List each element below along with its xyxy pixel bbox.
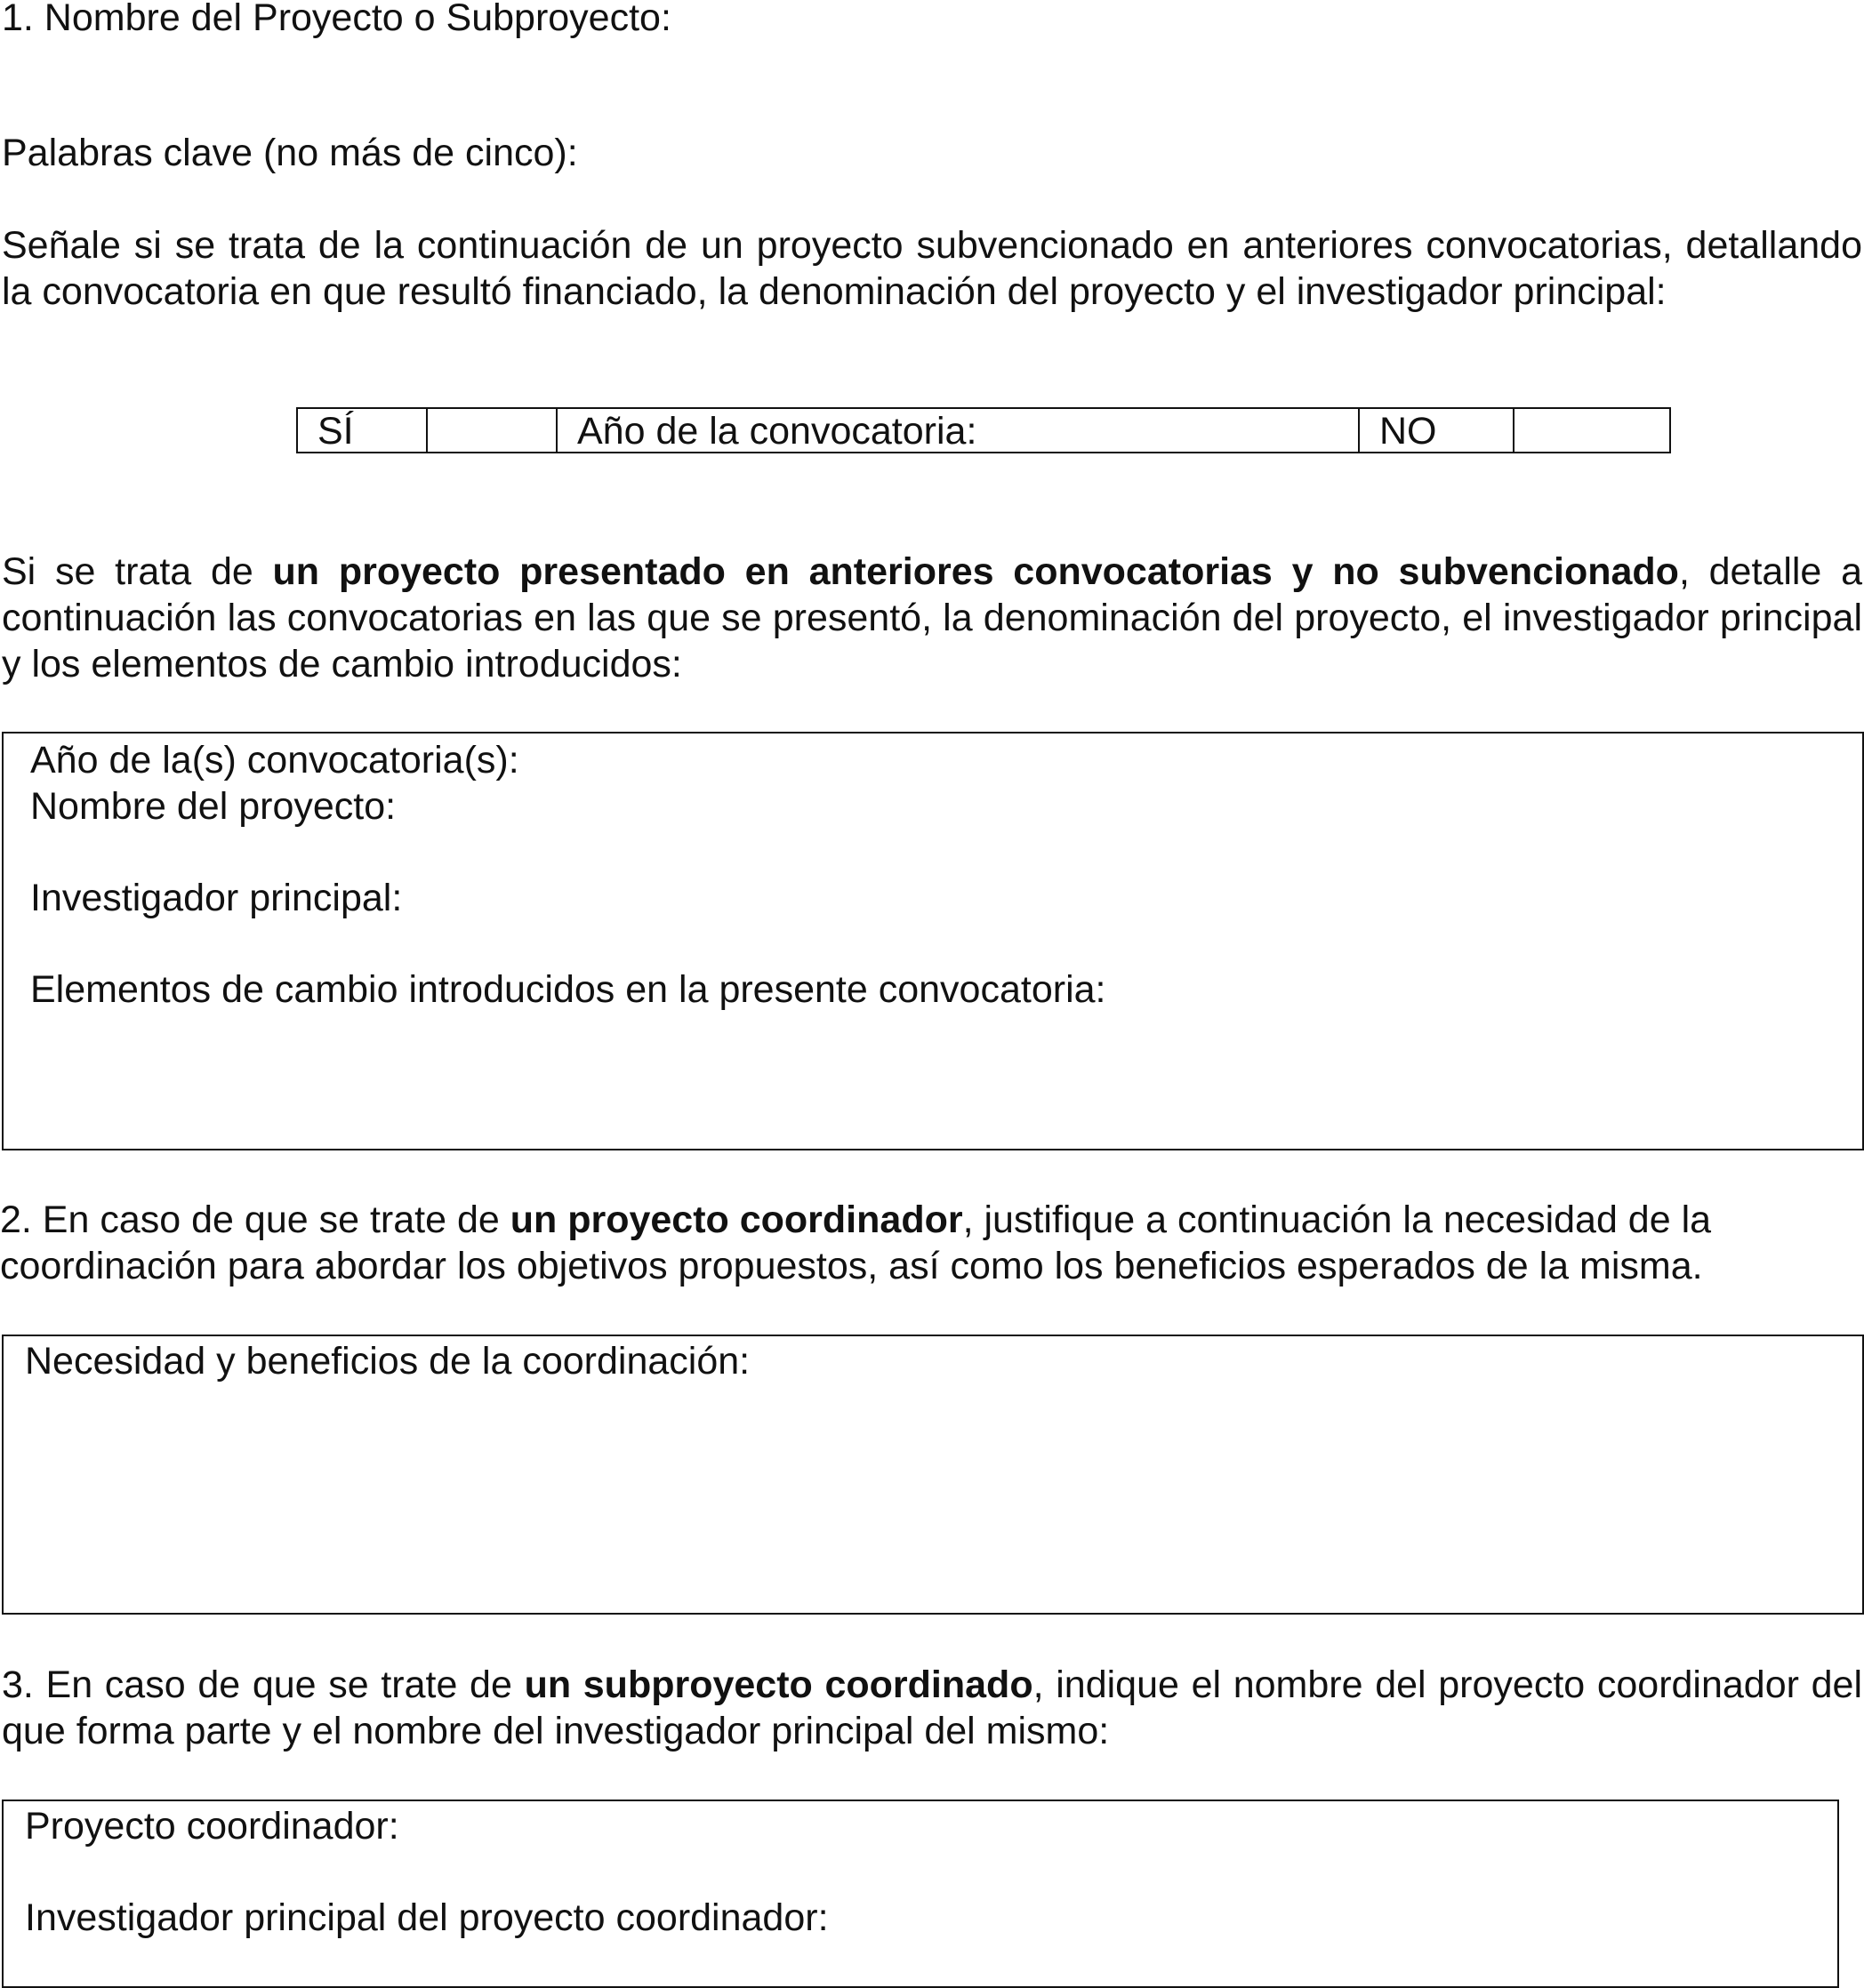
section-2-text-before: 2. En caso de que se trate de [0,1198,510,1241]
coordination-label: Necesidad y beneficios de la coordinación: [25,1340,751,1383]
yes-label-cell: SÍ [298,409,428,452]
years-label: Año de la(s) convocatoria(s): [30,739,519,782]
section-2-paragraph [0,1197,1864,1289]
continuation-question: Señale si se trata de la continuación de un proyecto subvencionado en anteriores convocatorias, detallando la convocatoria en que resultó financiado, la denominación del proyecto y el investigador principal: [2,224,1862,313]
coordination-box[interactable] [2,1335,1864,1615]
year-field-cell[interactable]: Año de la convocatoria: [558,409,1360,452]
continuation-table [296,407,1671,453]
principal-investigator-label: Investigador principal: [30,877,403,919]
previous-submission-paragraph [2,549,1862,687]
section-3-text-bold: un subproyecto coordinado [524,1663,1033,1706]
no-label-cell: NO [1360,409,1514,452]
coordinator-pi-label: Investigador principal del proyecto coordinador: [25,1896,829,1939]
no-checkbox-cell[interactable] [1514,409,1669,452]
section-1-title: 1. Nombre del Proyecto o Subproyecto: [2,0,671,39]
coordinator-project-label: Proyecto coordinador: [25,1805,399,1848]
previous-submission-box[interactable] [2,732,1864,1150]
section-2-text-after: , justifique a continuación la necesidad de la coordinación para abordar los objetivos propuestos, así como los beneficios esperados de la misma. [0,1198,1712,1287]
section-2-text-bold: un proyecto coordinador [510,1198,963,1241]
yes-checkbox-cell[interactable] [428,409,558,452]
coordinated-subproject-box[interactable] [2,1800,1839,1988]
project-name-label: Nombre del proyecto: [30,785,397,828]
previous-text-bold: un proyecto presentado en anteriores convocatorias y no subvencionado [272,550,1679,593]
previous-text-before: Si se trata de [2,550,273,593]
section-3-paragraph [2,1662,1862,1754]
keywords-label: Palabras clave (no más de cinco): [2,132,578,174]
section-3-text-after: , indique el nombre del proyecto coordinador del que forma parte y el nombre del investigador principal del mismo: [2,1663,1863,1752]
section-3-text-before: 3. En caso de que se trate de [2,1663,525,1706]
changes-label: Elementos de cambio introducidos en la presente convocatoria: [30,968,1106,1011]
previous-text-after: , detalle a continuación las convocatorias en las que se presentó, la denominación del proyecto, el investigador principal y los elementos de cambio introducidos: [2,550,1863,685]
